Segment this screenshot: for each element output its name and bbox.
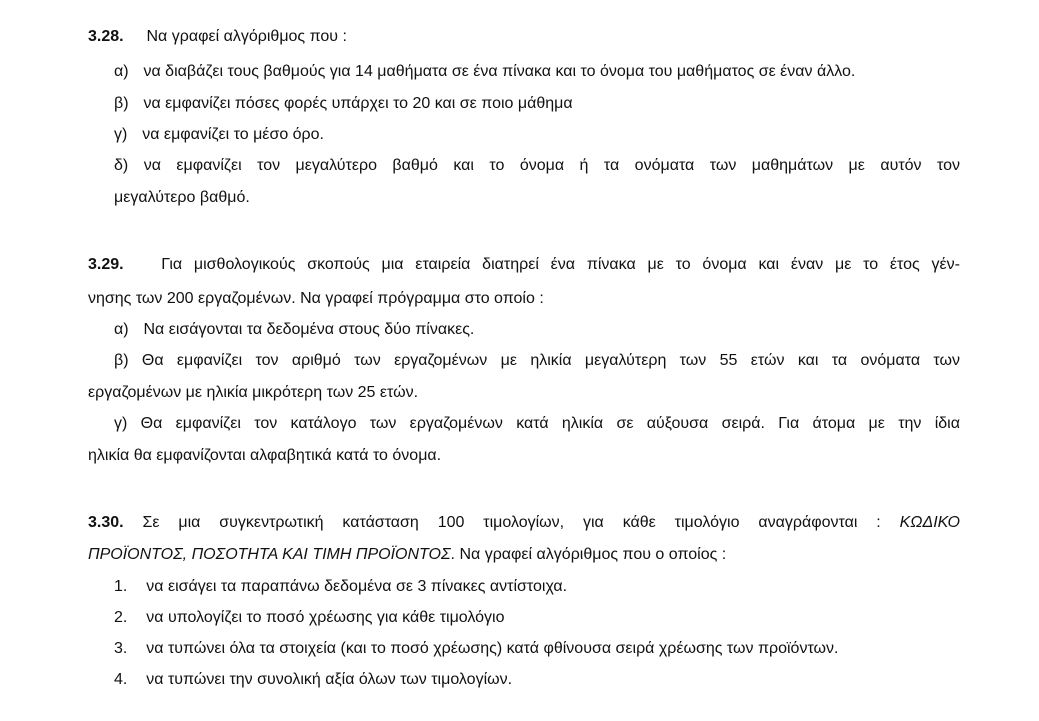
list-item-continuation: εργαζομένων με ηλικία μικρότερη των 25 ετών.: [88, 384, 419, 401]
exercise-intro-continuation: [88, 545, 726, 565]
list-item-first-line: [114, 351, 960, 371]
exercise-intro-line: [88, 513, 960, 533]
list-item: [114, 351, 960, 371]
item-text: να εμφανίζει το μέσο όρο.: [142, 126, 324, 143]
list-item: [114, 414, 960, 434]
list-item: [114, 670, 512, 690]
item-text: να υπολογίζει το ποσό χρέωσης για κάθε τιμολόγιο: [146, 609, 505, 626]
item-marker: 2.: [114, 609, 128, 626]
list-item: [114, 577, 567, 597]
item-marker: 3.: [114, 640, 128, 657]
item-marker: α): [114, 321, 129, 338]
item-marker: γ): [114, 415, 128, 432]
exercise-title: Να γραφεί αλγόριθμος που :: [146, 28, 347, 45]
list-item: [114, 320, 474, 340]
list-item-first-line: [114, 156, 960, 176]
exercise-number: 3.29.: [88, 256, 124, 273]
list-item: [114, 62, 855, 82]
list-item-first-line: [114, 414, 960, 434]
list-item: [114, 156, 960, 176]
item-text: να εισάγει τα παραπάνω δεδομένα σε 3 πίνακες αντίστοιχα.: [146, 578, 568, 595]
item-text: Θα εμφανίζει τον αριθμό των εργαζομένων με ηλικία μεγαλύτερη των 55 ετών και τα ονόματα των: [141, 352, 960, 369]
exercise-intro: Σε μια συγκεντρωτική κατάσταση 100 τιμολογίων, για κάθε τιμολόγιο αναγράφονται :: [142, 514, 881, 531]
exercise-number: 3.28.: [88, 28, 124, 45]
item-marker: δ): [114, 157, 129, 174]
list-item: [114, 608, 505, 628]
list-item-continuation: ηλικία θα εμφανίζονται αλφαβητικά κατά το όνομα.: [88, 447, 442, 464]
item-text: να τυπώνει όλα τα στοιχεία (και το ποσό χρέωσης) κατά φθίνουσα σειρά χρέωσης των προϊόντων.: [146, 640, 839, 657]
item-text: να εμφανίζει πόσες φορές υπάρχει το 20 και σε ποιο μάθημα: [143, 95, 573, 112]
exercise-intro-italic: ΠΡΟΪΟΝΤΟΣ, ΠΟΣΟΤΗΤΑ ΚΑΙ ΤΙΜΗ ΠΡΟΪΟΝΤΟΣ: [88, 546, 451, 563]
item-marker: γ): [114, 126, 128, 143]
exercise-328-heading: [88, 27, 347, 47]
exercise-intro-rest: . Να γραφεί αλγόριθμος που ο οποίος :: [450, 546, 727, 563]
exercise-number: 3.30.: [88, 514, 124, 531]
item-text: Θα εμφανίζει τον κατάλογο των εργαζομένων κατά ηλικία σε αύξουσα σειρά. Για άτομα με την ίδια: [140, 415, 960, 432]
list-item: [114, 125, 324, 145]
list-item: [114, 639, 838, 659]
item-marker: α): [114, 63, 129, 80]
item-text: Να εισάγονται τα δεδομένα στους δύο πίνακες.: [143, 321, 475, 338]
exercise-intro-line: [88, 255, 960, 275]
item-text: να εμφανίζει τον μεγαλύτερο βαθμό και το όνομα ή τα ονόματα των μαθημάτων με αυτόν τον: [143, 157, 960, 174]
item-marker: β): [114, 95, 129, 112]
item-text: να τυπώνει την συνολική αξία όλων των τιμολογίων.: [146, 671, 513, 688]
exercise-intro-continuation: νησης των 200 εργαζομένων. Να γραφεί πρόγραμμα στο οποίο :: [88, 290, 544, 307]
list-item: [114, 94, 573, 114]
item-marker: β): [114, 352, 129, 369]
exercise-329-heading: [88, 255, 960, 275]
item-text: να διαβάζει τους βαθμούς για 14 μαθήματα σε ένα πίνακα και το όνομα του μαθήματος σε έναν άλλο.: [143, 63, 856, 80]
item-marker: 1.: [114, 578, 128, 595]
exercise-intro-italic: ΚΩΔΙΚΟ: [899, 514, 960, 531]
exercise-intro: Για μισθολογικούς σκοπούς μια εταιρεία διατηρεί ένα πίνακα με το όνομα και έναν με το έτος γέν-: [161, 256, 961, 273]
exercise-330-heading: [88, 513, 960, 533]
item-marker: 4.: [114, 671, 128, 688]
list-item-continuation: μεγαλύτερο βαθμό.: [114, 189, 250, 206]
